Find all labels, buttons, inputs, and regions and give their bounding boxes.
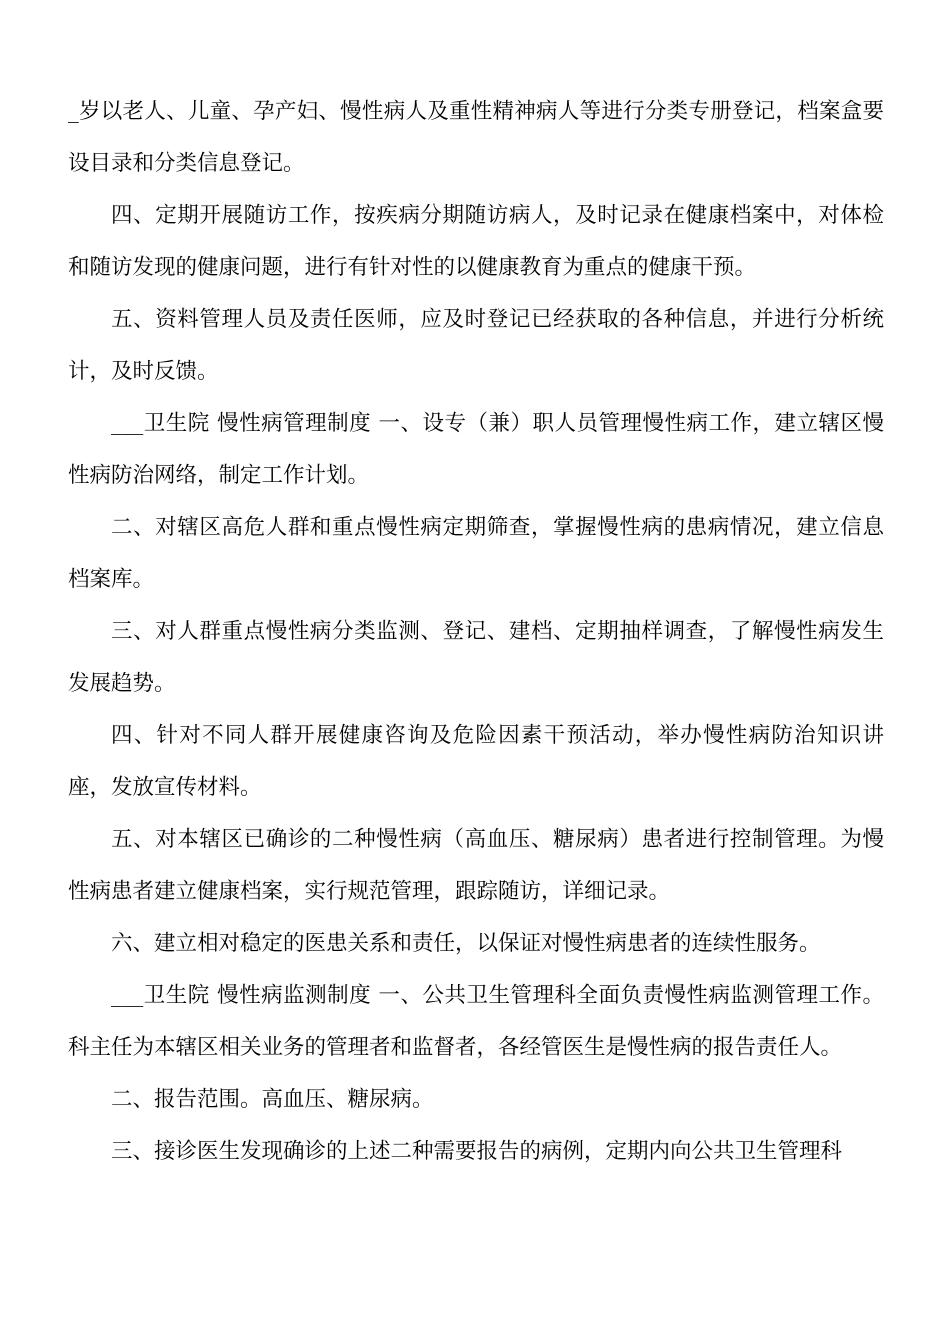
paragraph-8: 五、对本辖区已确诊的二种慢性病（高血压、糖尿病）患者进行控制管理。为慢性病患者建立健康档案，实行规范管理，跟踪随访，详细记录。 xyxy=(68,827,884,904)
paragraph-11: 二、报告范围。高血压、糖尿病。 xyxy=(111,1087,434,1112)
paragraph-5: 二、对辖区高危人群和重点慢性病定期筛查，掌握慢性病的患病情况，建立信息档案库。 xyxy=(68,515,884,592)
document-body xyxy=(68,86,884,1178)
paragraph-12: 三、接诊医生发现确诊的上述二种需要报告的病例，定期内向公共卫生管理科 xyxy=(111,1139,843,1164)
paragraph-3: 五、资料管理人员及责任医师，应及时登记已经获取的各种信息，并进行分析统计，及时反馈。 xyxy=(68,307,884,384)
paragraph-9: 六、建立相对稳定的医患关系和责任，以保证对慢性病患者的连续性服务。 xyxy=(111,931,821,956)
paragraph-1: _岁以老人、儿童、孕产妇、慢性病人及重性精神病人等进行分类专册登记，档案盒要设目录和分类信息登记。 xyxy=(68,99,884,176)
paragraph-10: ___卫生院 慢性病监测制度 一、公共卫生管理科全面负责慢性病监测管理工作。科主任为本辖区相关业务的管理者和监督者，各经管医生是慢性病的报告责任人。 xyxy=(68,983,884,1060)
paragraph-6: 三、对人群重点慢性病分类监测、登记、建档、定期抽样调查，了解慢性病发生发展趋势。 xyxy=(68,619,884,696)
paragraph-7: 四、针对不同人群开展健康咨询及危险因素干预活动，举办慢性病防治知识讲座，发放宣传材料。 xyxy=(68,723,884,800)
paragraph-4: ___卫生院 慢性病管理制度 一、设专（兼）职人员管理慢性病工作，建立辖区慢性病防治网络，制定工作计划。 xyxy=(68,411,884,488)
paragraph-2: 四、定期开展随访工作，按疾病分期随访病人，及时记录在健康档案中，对体检和随访发现的健康问题，进行有针对性的以健康教育为重点的健康干预。 xyxy=(68,203,884,280)
